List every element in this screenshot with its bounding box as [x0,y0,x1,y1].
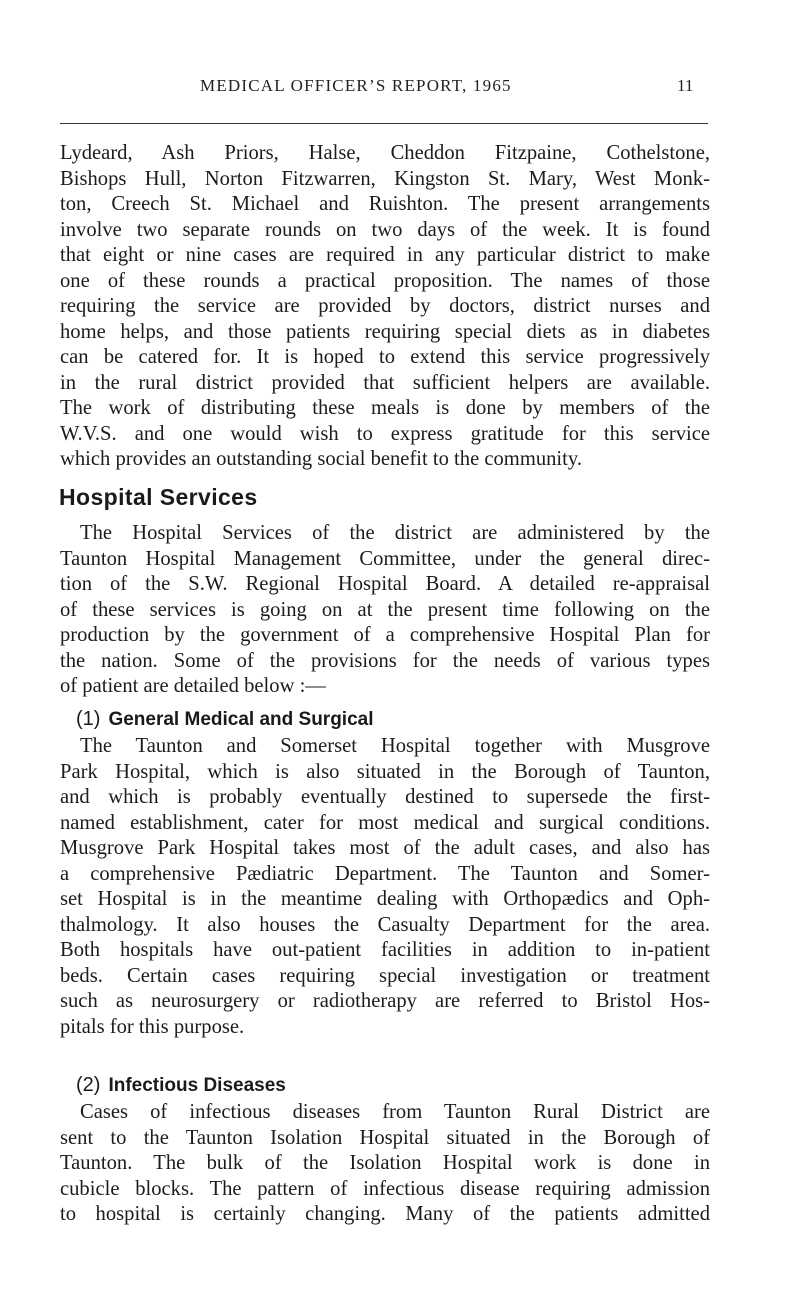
text-line: thalmology. It also houses the Casualty Department for the area. [60,913,710,936]
subsection-body-general-medical [60,734,710,1040]
hospital-services-intro [60,521,710,700]
text-line: involve two separate rounds on two days of the week. It is found [60,218,710,241]
text-line: to hospital is certainly changing. Many of the patients admitted [60,1203,710,1225]
text-line: ton, Creech St. Michael and Ruishton. The present arrangements [60,193,710,215]
text-line: Taunton Hospital Management Committee, under the general direc- [60,547,710,570]
text-line: and which is probably eventually destined to supersede the first- [60,786,710,808]
text-line: that eight or nine cases are required in any particular district to make [60,244,710,266]
text-line: of these services is going on at the present time following on the [60,598,710,621]
text-line: The work of distributing these meals is done by members of the [60,397,710,419]
text-line: Both hospitals have out-patient facilities in addition to in-patient [60,939,710,961]
intro-paragraph [60,141,710,473]
text-line: set Hospital is in the meantime dealing with Orthopædics and Oph- [60,888,710,910]
text-line: Bishops Hull, Norton Fitzwarren, Kingston St. Mary, West Monk- [60,167,710,190]
text-line: sent to the Taunton Isolation Hospital situated in the Borough of [60,1126,710,1149]
running-header-title: MEDICAL OFFICER’S REPORT, 1965 [200,76,512,95]
text-line: home helps, and those patients requiring special diets as in diabetes [60,320,710,343]
text-line: which provides an outstanding social benefit to the community. [60,448,582,470]
text-line: a comprehensive Pædiatric Department. The Taunton and Somer- [60,862,710,885]
text-line: W.V.S. and one would wish to express gratitude for this service [60,422,710,445]
text-line: in the rural district provided that sufficient helpers are available. [60,371,710,394]
text-line: Taunton. The bulk of the Isolation Hospital work is done in [60,1152,710,1174]
page-number: 11 [677,76,694,95]
text-line: The Taunton and Somerset Hospital together with Musgrove [80,735,710,757]
text-line: such as neurosurgery or radiotherapy are referred to Bristol Hos- [60,990,710,1012]
subsection-title: Infectious Diseases [108,1075,286,1096]
subsection-title: General Medical and Surgical [108,709,374,730]
text-line: Cases of infectious diseases from Taunton Rural District are [80,1101,710,1123]
text-line: Park Hospital, which is also situated in the Borough of Taunton, [60,760,710,783]
subsection-number: (1) [76,708,101,730]
text-line: pitals for this purpose. [60,1015,245,1038]
text-line: Lydeard, Ash Priors, Halse, Cheddon Fitzpaine, Cothelstone, [60,142,710,164]
subsection-number: (2) [76,1074,101,1096]
text-line: beds. Certain cases requiring special investigation or treatment [60,964,710,987]
text-line: cubicle blocks. The pattern of infectious disease requiring admission [60,1177,710,1200]
text-line: can be catered for. It is hoped to extend this service progressively [60,346,710,368]
text-line: one of these rounds a practical proposition. The names of those [60,269,710,292]
text-line: The Hospital Services of the district are administered by the [80,522,710,544]
text-line: requiring the service are provided by doctors, district nurses and [60,295,710,317]
text-line: Musgrove Park Hospital takes most of the adult cases, and also has [60,837,710,859]
header-rule [60,123,708,124]
text-line: named establishment, cater for most medical and surgical conditions. [60,811,710,834]
subsection-heading-general-medical [76,708,374,731]
section-heading-hospital-services: Hospital Services [59,484,258,510]
text-line: tion of the S.W. Regional Hospital Board. A detailed re-appraisal [60,573,710,595]
text-line: of patient are detailed below :— [60,675,326,697]
text-line: the nation. Some of the provisions for the needs of various types [60,649,710,672]
subsection-heading-infectious-diseases [76,1074,286,1097]
subsection-body-infectious-diseases [60,1100,710,1228]
text-line: production by the government of a comprehensive Hospital Plan for [60,624,710,646]
